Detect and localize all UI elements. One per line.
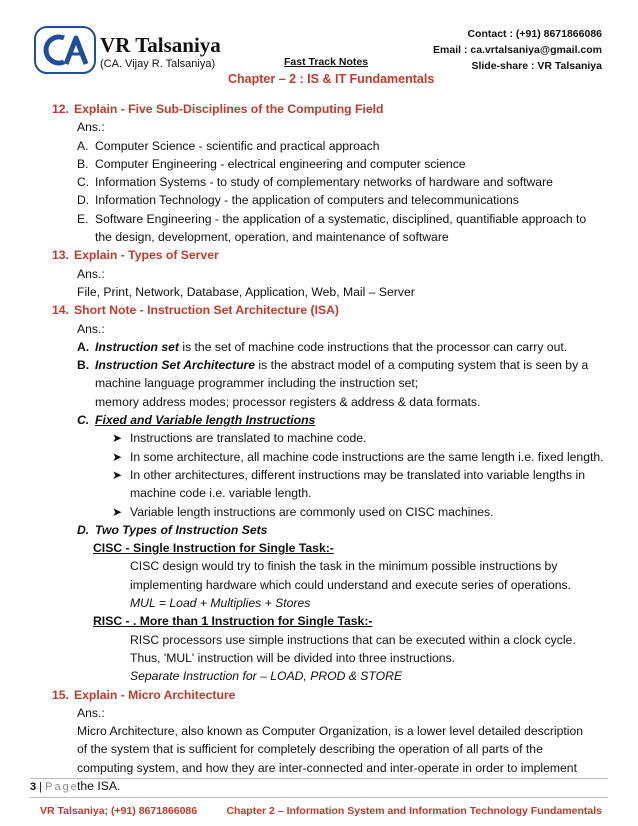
footer-divider <box>30 797 608 798</box>
arrow-bullet-icon: ➤ <box>112 431 123 446</box>
list-item: D. Information Technology - the application of computers and telecommunications <box>77 193 519 208</box>
list-item-continuation: machine language programmer including the instruction set; <box>95 376 419 391</box>
page-header <box>0 0 638 96</box>
bullet-continuation: machine code i.e. variable length. <box>130 486 312 501</box>
arrow-bullet-icon: ➤ <box>112 467 123 482</box>
footer-right: Chapter 2 – Information System and Information Technology Fundamentals <box>226 805 602 817</box>
paragraph-line: the ISA. <box>77 778 121 793</box>
list-item: B. Computer Engineering - electrical engineering and computer science <box>77 156 466 171</box>
ca-logo-icon <box>34 26 96 74</box>
server-types-text: File, Print, Network, Database, Application, Web, Mail – Server <box>77 284 415 299</box>
footer-left: VR Talsaniya; (+91) 8671866086 <box>40 805 198 817</box>
risc-text: RISC processors use simple instructions that can be executed within a clock cycle. <box>130 632 576 647</box>
cisc-text: implementing hardware which could understand and execute series of operations. <box>130 577 572 592</box>
contact-slideshare: Slide-share : VR Talsaniya <box>471 60 602 72</box>
cisc-formula: MUL = Load + Multiplies + Stores <box>130 596 311 611</box>
cisc-heading: CISC - Single Instruction for Single Task:- <box>93 541 334 556</box>
answer-label: Ans.: <box>77 321 105 336</box>
brand-subtitle: (CA. Vijay R. Talsaniya) <box>100 58 216 70</box>
list-item: E. Software Engineering - the application of a systematic, disciplined, quantifiable approach to <box>77 211 587 226</box>
list-item-continuation: the design, development, operation, and maintenance of software <box>95 230 449 245</box>
list-item: C. Information Systems - to study of complementary networks of hardware and software <box>77 175 553 190</box>
paragraph-line: of the system that is sufficient for completely describing the operation of all parts of the <box>77 742 543 757</box>
risc-text: Thus, 'MUL' instruction will be divided into three instructions. <box>130 650 456 665</box>
contact-block <box>433 26 602 74</box>
contact-phone: Contact : (+91) 8671866086 <box>467 28 602 40</box>
arrow-bullet-icon: ➤ <box>112 449 123 464</box>
contact-email: Email : ca.vrtalsaniya@gmail.com <box>433 44 602 56</box>
bullet-item: ➤ In other architectures, different instructions may be translated into variable lengths in <box>60 466 608 484</box>
bullet-item: ➤ Variable length instructions are commonly used on CISC machines. <box>60 503 608 521</box>
risc-formula: Separate Instruction for – LOAD, PROD & STORE <box>130 669 403 684</box>
question-13-heading: 13. Explain - Types of Server <box>52 248 219 263</box>
answer-label: Ans.: <box>77 120 105 135</box>
risc-heading: RISC - . More than 1 Instruction for Single Task:- <box>93 614 373 629</box>
answer-label: Ans.: <box>77 705 105 720</box>
paragraph-line: computing system, and how they are inter-connected and inter-operate in order to implement <box>77 760 577 775</box>
list-item: D. Two Types of Instruction Sets <box>77 522 268 537</box>
bullet-item: ➤ Instructions are translated to machine code. <box>60 429 608 447</box>
paragraph-line: Micro Architecture, also known as Computer Organization, is a lower level detailed description <box>77 724 584 739</box>
answer-label: Ans.: <box>77 266 105 281</box>
question-12-heading: 12. Explain - Five Sub-Disciplines of the Computing Field <box>52 102 384 116</box>
brand-name: VR Talsaniya <box>100 33 221 57</box>
arrow-bullet-icon: ➤ <box>112 504 123 519</box>
question-15-heading: 15. Explain - Micro Architecture <box>52 687 236 702</box>
fast-track-notes-label: Fast Track Notes <box>284 56 369 68</box>
question-14-heading: 14. Short Note - Instruction Set Architecture (ISA) <box>52 303 339 318</box>
page-number: 3 | Page <box>30 781 79 793</box>
list-item: C. Fixed and Variable length Instructions <box>77 413 316 428</box>
list-item: A. Computer Science - scientific and practical approach <box>77 138 380 153</box>
list-item: A. Instruction set is the set of machine code instructions that the processor can carry out. <box>77 339 568 354</box>
cisc-text: CISC design would try to finish the task in the minimum possible instructions by <box>130 559 558 574</box>
list-item: B. Instruction Set Architecture is the abstract model of a computing system that is seen by a <box>77 358 589 373</box>
list-item-continuation: memory address modes; processor registers & address & data formats. <box>95 394 481 409</box>
chapter-title: Chapter – 2 : IS & IT Fundamentals <box>228 72 435 86</box>
bullet-item: ➤ In some architecture, all machine code instructions are the same length i.e. fixed length. <box>60 448 608 466</box>
footer-divider <box>30 778 608 779</box>
